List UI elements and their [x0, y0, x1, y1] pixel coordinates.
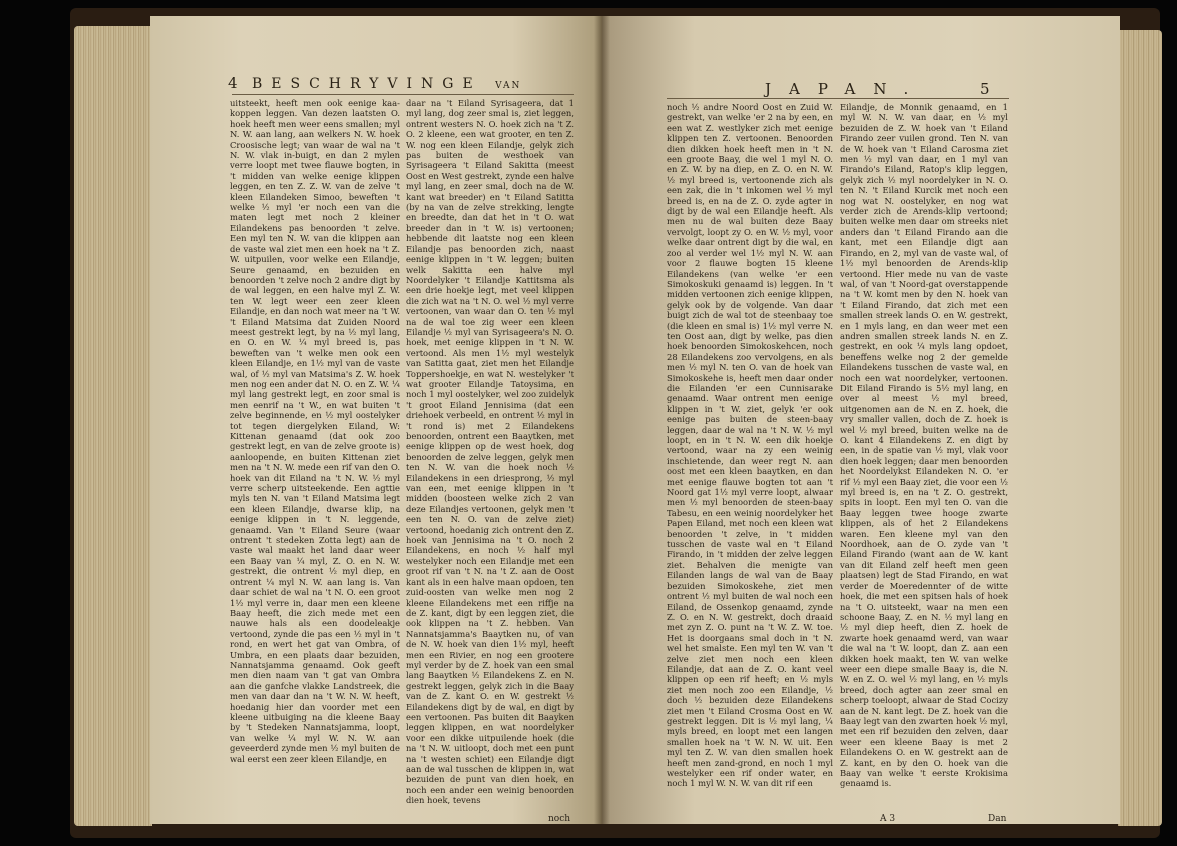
right-page-number: 5 [980, 80, 990, 98]
left-catchword: noch [548, 814, 571, 824]
right-col2-text: Eilandje, de Monnik genaamd, en 1 myl W. N. W. van daar, en ½ myl bezuiden de Z. W. hoek van 't Eiland Firando zeer vuilen grond. Ten N. van de W. hoek van 't Eiland Carosma ziet men ½ myl van daar, en 1 myl van Firando's Eiland, Ratop's klip leggen, gelyk zich ½ myl noordelyker in N. O. ten N. 't Eiland Kurcik met noch een nog wat N. oostelyker, en nog wat verder zich de Arends-klip vertoond; buiten welke men daar om streeks niet anders dan 't Eiland Firando aan die kant, met een Eilandje digt aan Firando, en 2, myl van de vaste wal, of 1½ myl benoorden de Arends-klip vertoond. Hier mede nu van de vaste wal, of van 't Noord-gat overstappende na 't W. komt men by den N. hoek van 't Eiland Firando, dat zich met een smallen streek lands O. en W. gestrekt, en 1 myls lang, en dan weer met een andren smallen streek lands N. en Z. gestrekt, en ook ¼ myls lang opdoet, beneffens welke nog 2 der gemelde Eilandekens tusschen de vaste wal, en noch een wat noordelyker, vertoonen. Dit Eiland Firando is 5½ myl lang, en over al meest ½ myl breed, uitgenomen aan de N. en Z. hoek, die vry smaller vallen, doch de Z. hoek is wel ½ myl breed, buiten welke na de O. kant 4 Eilandekens Z. en digt by een, in de spatie van ½ myl, vlak voor dien hoek leggen; daar men benoorden het Noordelykst Eilandeken N. O. 'er rif ½ myl een Baay ziet, die voor een ½ myl breed is, en na 't Z. O. gestrekt, spits in loopt. Een myl ten O. van die Baay leggen twee hooge zwarte klippen, als of het 2 Eilandekens waren. Een kleene myl van den Noordhoek, aan de O. zyde van 't Eiland Firando (want aan de W. kant van dit Eiland zelf heeft men geen plaatsen) legt de Stad Firando, en wat verder de Moeredennter of de witte hoek, die met een spitsen hals of hoek na 't O. uitsteekt, waar na men een schoone Baay, Z. en N. ½ myl lang en ½ myl diep heeft, dien Z. hoek de zwarte hoek genaamd werd, van waar die wal na 't W. loopt, dan Z. aan een dikken hoek maakt, ten W. van welke weer een diepe smalle Baay is, die N. W. en Z. O. wel ½ myl lang, en ½ myls breed, doch agter aan zeer smal en scherp toeloopt, alwaar de Stad Cocizy aan de N. kant legt. De Z. hoek van die Baay legt van den zwarten hoek ½ myl, met een rif bezuiden den zelven, daar weer een kleene Baay is met 2 Eilandekens O. en W. gestrekt aan de Z. kant, en by den O. hoek van die Baay van welke 't eerste Krokisima genaamd is. [840, 102, 1008, 789]
right-head-rule [667, 98, 1009, 99]
right-catchword: Dan [988, 814, 1007, 824]
signature-mark: A 3 [880, 814, 896, 824]
page-edges-right [1118, 30, 1162, 826]
left-running-head-text: BESCHRYVINGE [252, 76, 482, 92]
right-page-column-2 [840, 102, 1008, 814]
book-gutter [594, 16, 610, 824]
left-page-column-2 [406, 98, 574, 814]
left-running-head [252, 76, 521, 92]
right-page-column-1 [667, 102, 833, 814]
page-edges-left [74, 26, 152, 826]
left-head-rule [232, 94, 574, 95]
left-col1-text: uitsteekt, heeft men ook eenige kaa-koppen leggen. Van dezen laatsten O. hoek heeft men weer eens smallen; myl N. W. aan lang, aan welkers N. W. hoek Croosische legt; van waar de wal na 't N. W. vlak in-buigt, en dan 2 mylen verre loopt met twee flauwe bogten, in 't midden van welke eenige klippen leggen, en ten Z. Z. W. van de zelve 't kleen Eilandeken Simoo, beweften 't welke ½ myl 'er noch een van die maten legt met noch 2 kleiner Eilandekens pas benoorden 't zelve. Een myl ten N. W. van die klippen aan de vaste wal ziet men een hoek na 't Z. W. uitpuilen, voor welke een Eilandje, Seure genaamd, en bezuiden en benoorden 't zelve noch 2 andre digt by de wal leggen, en een halve myl Z. W. ten W. legt weer een zeer kleen Eilandje, en dan noch wat meer na 't W. 't Eiland Matsima dat Zuiden Noord meest gestrekt legt, by na ½ myl lang, en O. en W. ¼ myl breed is, pas beweften van 't welke men ook een kleen Eilandje, en 1½ myl van de vaste wal, of ½ myl van Matsima's Z. W. hoek men nog een ander dat N. O. en Z. W. ¼ myl lang gestrekt legt, en zoor smal is men eenrif na 't W., en wat buiten 't zelve beginnende, en ½ myl oostelyker tot tegen diergelyken Eiland, W: Kittenan genaamd (dat ook zoo gestrekt legt, en van de zelve groote is) aanloopende, en buiten Kittenan ziet men na 't N. W. mede een rif van den O. hoek van dit Eiland na 't N. W. ½ myl verre scherp uitsteekende. Een agttie myls ten N. van 't Eiland Matsima legt een kleen Eilandje, dwarse klip, na eenige klippen in 't N. leggende, genaamd. Van 't Eiland Seure (waar ontrent 't stedeken Zotta legt) aan de vaste wal maakt het land daar weer een Baay van ¼ myl, Z. O. en N. W. gestrekt, die ontrent ½ myl diep, en ontrent ¼ myl N. W. aan lang is. Van daar schiet de wal na 't N. O. een groot 1½ myl verre in, daar men een kleene Baay heeft, die zich mede met een nauwe hals als een doodeleakje vertoond, zynde die pas een ½ myl in 't rond, en wert het gat van Ombra, of Umbra, en een plaats daar bezuiden, Nannatsjamma genaamd. Ook geeft men dien naam van 't gat van Ombra aan die ganfche vlakke Landstreek, die men van daar dan na 't W. N. W. heeft, hoedanig hier dan voorder met een kleene uitbuiging na die kleene Baay by 't Stedeken Nannatsjamma, loopt, van welke ¼ myl W. N. W. aan geveerderd zynde men ½ myl buiten de wal eerst een zeer kleen Eilandje, en [230, 98, 400, 764]
left-page-column-1 [230, 98, 400, 814]
left-running-head-small: VAN [495, 81, 522, 91]
left-page-number: 4 [228, 74, 238, 92]
right-col1-text: noch ½ andre Noord Oost en Zuid W. gestrekt, van welke 'er 2 na by een, en een wat Z. westlyker zich met eenige klippen ten Z. vertoonen. Benoorden dien dikken hoek heeft men in 't N. een groote Baay, die wel 1 myl N. O. en Z. W. by na diep, en Z. O. en N. W. ½ myl breed is, vertoonende zich als een zak, die in 't inkomen wel ½ myl breed is, en na de Z. O. zyde agter in digt by de wal een Eilandje heeft. Als men nu de wal buiten deze Baay vervolgt, loopt zy O. en W. ½ myl, voor welke daar ontrent digt by die wal, en zoo al verder wel 1½ myl N. W. aan voor 2 flauwe bogten 15 kleene Eilandekens (van welke 'er een Simokoskuki genaamd is) leggen. In 't midden vertoonen zich eenige klippen, gelyk ook by de volgende. Van daar buigt zich de wal tot de steenbaay toe (die kleen en smal is) 1½ myl verre N. ten Oost aan, digt by welke, pas dien hoek benoorden Simokoskehcen, noch 28 Eilandekens zoo vervolgens, en als men ½ myl N. ten O. van de hoek van Simokoskehe is, heeft men daar onder die Eilanden 'er een Cunnisarake genaamd. Waar ontrent men eenige klippen in 't W. ziet, gelyk 'er ook eenige pas buiten de steen-baay leggen, daar de wal na 't N. W. ½ myl loopt, en in 't N. W. een dik hoekje vertoond, waar na zy een weinig inschietende, dan weer regt N. aan oost met een kleen baaytken, en dan met eenige flauwe bogten tot aan 't Noord gat 1½ myl verre loopt, alwaar men ½ myl benoorden de steen-baay Tabesu, en een weinig noordelyker het Papen Eiland, met noch een kleen wat benoorden 't zelve, in 't midden tusschen de vaste wal en 't Eiland Firando, in 't midden der zelve leggen ziet. Behalven die menigte van Eilanden langs de wal van de Baay bezuiden Simokoskehe, ziet men ontrent ½ myl buiten de wal noch een Eiland, de Ossenkop genaamd, zynde Z. O. en N. W. gestrekt, doch draaid met zyn Z. O. punt na 't W. Z. W. toe. Het is doorgaans smal doch in 't N. wel het smalste. Een myl ten W. van 't zelve ziet men noch een kleen Eilandje, dat aan de Z. O. kant veel klippen op een rif heeft; en ½ myls ziet men noch zoo een Eilandje, ½ doch ½ bezuiden deze Eilandekens ziet men 't Eiland Crosma Oost en W. gestrekt leggen. Dit is ½ myl lang, ¼ myls breed, en loopt met een langen smallen hoek na 't W. N. W. uit. Een myl ten Z. W. van dien smallen hoek heeft men zand-grond, en noch 1 myl westelyker een rif onder water, en noch 1 myl W. N. W. van dit rif een [667, 102, 833, 789]
left-col2-text: daar na 't Eiland Syrisageera, dat 1 myl lang, dog zeer smal is, ziet leggen, ontrent westers N. O. hoek zich na 't Z. O. 2 kleene, een wat grooter, en ten Z. W. nog een kleen Eilandje, gelyk zich pas buiten de westhoek van Syrisageera 't Eiland Sakitta (meest Oost en West gestrekt, zynde een halve myl lang, en zeer smal, doch na de W. kant wat breeder) en 't Eiland Satitta (by na van de zelve strekking, lengte en breedte, dan dat het in 't O. wat breeder dan in 't W. is) vertoonen; hebbende dit laatste nog een kleen Eilandje pas benoorden zich, naast eenige klippen in 't W. leggen; buiten welk Sakitta een halve myl Noordelyker 't Eilandje Kattitsma als een drie hoekje legt, met veel klippen die zich wat na 't N. O. wel ½ myl verre vertoonen, van waar dan O. ten ½ myl na de wal toe zig weer een kleen Eilandje ½ myl van Syrisageera's N. O. hoek, met eenige klippen in 't N. W. vertoond. Als men 1½ myl westelyk van Satitta gaat, ziet men het Eilandje Toppershoekje, en wat N. westelyker 't wat grooter Eilandje Tatoysima, en noch 1 myl oostelyker, wel zoo zuidelyk 't groot Eiland Jennisima (dat een driehoek verbeeld, en ontrent ½ myl in 't rond is) met 2 Eilandekens benoorden, ontrent een Baaytken, met eenige klippen op de west hoek, dog benoorden de zelve leggen, gelyk men ten N. W. van die hoek noch ½ Eilandekens in een driesprong, ½ myl van een, met eenige klippen in 't midden (boosteen welke zich 2 van deze Eilandjes vertoonen, gelyk men 't een ten N. O. van de zelve ziet) vertoond, hoedanig zich ontrent den Z. hoek van Jennisima na 't O. noch 2 Eilandekens, en noch ½ half myl westelyker noch een Eilandje met een groot rif van 't N. na 't Z. aan de Oost kant als in een halve maan opdoen, ten zuid-oosten van welke men nog 2 kleene Eilandekens met een riffje na de Z. kant, digt by een leggen ziet, die ook klippen na 't Z. hebben. Van Nannatsjamma's Baaytken nu, of van de N. W. hoek van dien 1½ myl, heeft men een Rivier, en nog een grootere myl verder by de Z. hoek van een smal lang Baaytken ½ Eilandekens Z. en N. gestrekt leggen, gelyk zich in die Baay van de Z. kant O. en W. gestrekt ½ Eilandekens digt by de wal, en digt by een vertoonen. Pas buiten dit Baayken leggen klippen, en wat noordelyker voor een dikke uitpuilende hoek (die na 't N. W. uitloopt, doch met een punt na 't westen schiet) een Eilandje digt aan de wal tusschen de klippen in, wat bezuiden de punt van dien hoek, en noch een ander een weinig benoorden dien hoek, tevens [406, 98, 574, 806]
right-running-head: JAPAN. [765, 80, 927, 98]
